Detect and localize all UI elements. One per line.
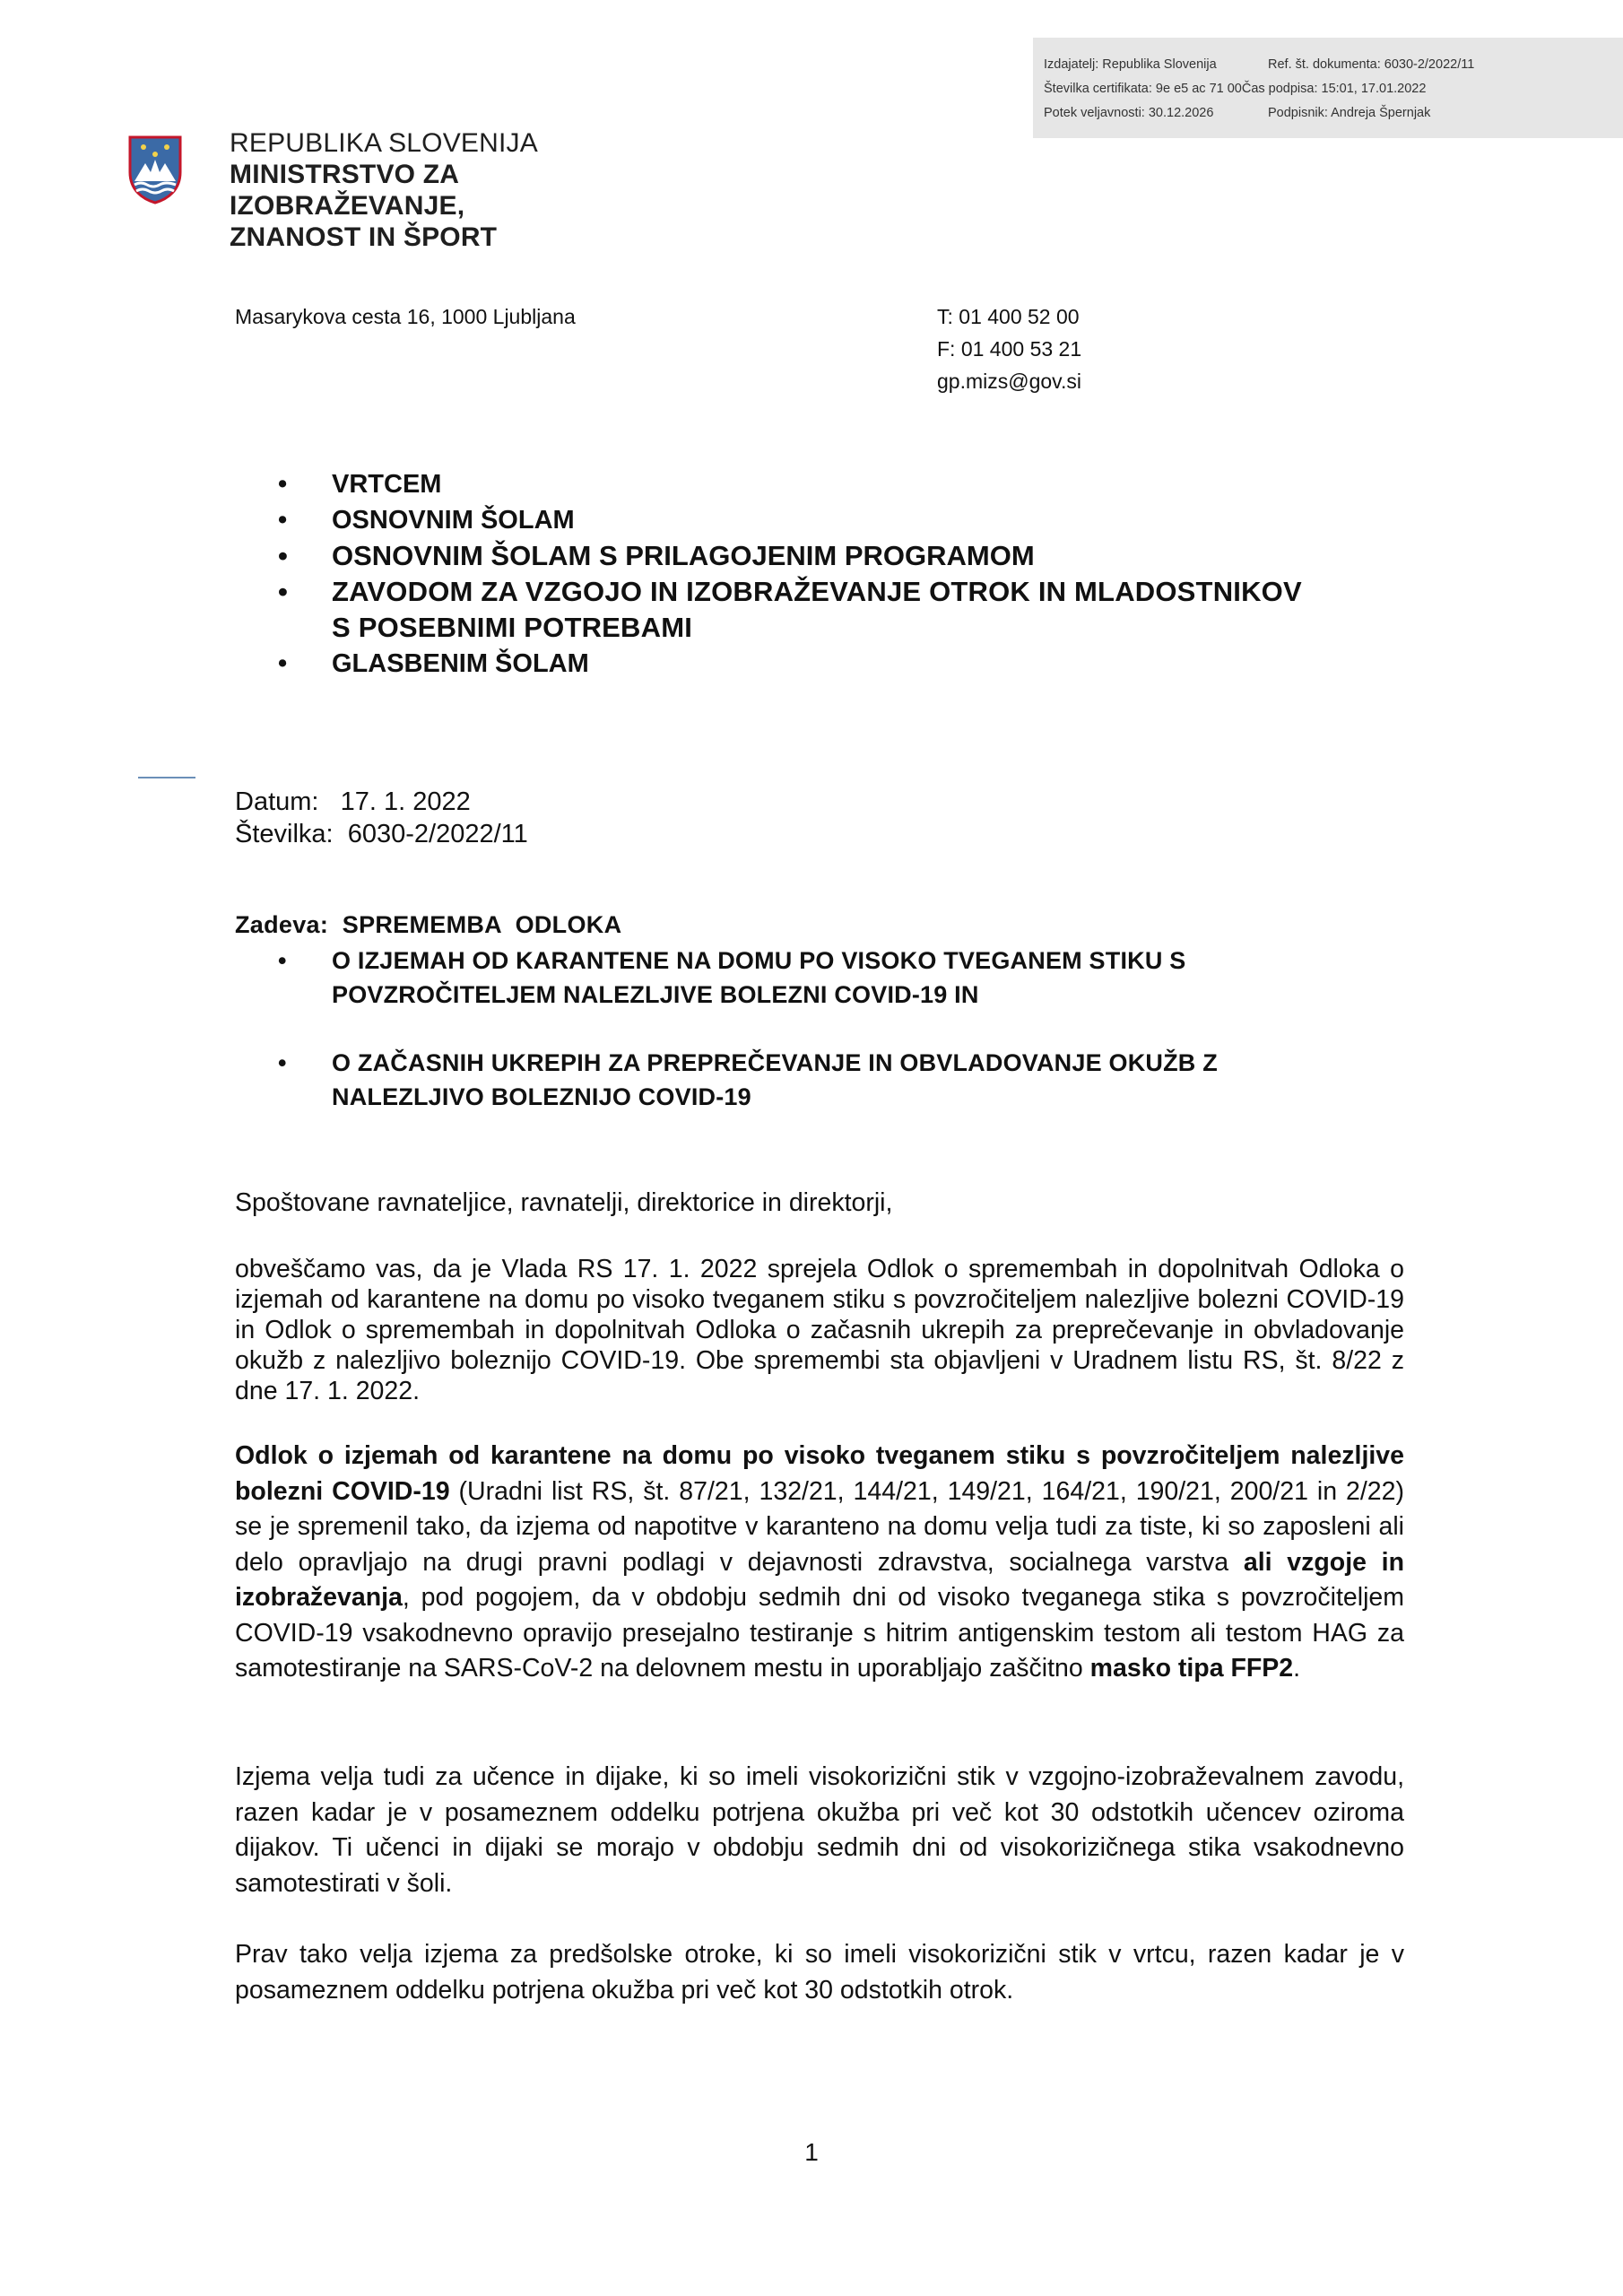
signature-reference: Ref. št. dokumenta: 6030-2/2022/11 xyxy=(1268,57,1475,72)
subject-item xyxy=(278,944,1444,1012)
logo-ministry-cont: ZNANOST IN ŠPORT xyxy=(230,222,498,252)
paragraph-text: (Uradni list RS, št. 87/21, 132/21, 144/21, 149/21, 164/21, 190/21, 200/21 in 2/22) se je spremenil tako, da izjema od napotitve v karanteno na domu velja tudi za tiste, ki so zaposleni ali delo opravljajo na drugi pravni podlagi v dejavnosti zdravstva, socialnega varstva xyxy=(235,1476,1404,1577)
page-number: 1 xyxy=(804,2138,819,2166)
subject-label: Zadeva: xyxy=(235,911,329,938)
signature-time: Čas podpisa: 15:01, 17.01.2022 xyxy=(1241,82,1427,96)
signature-row-1 xyxy=(1044,57,1475,72)
logo-text xyxy=(230,127,656,253)
paragraph-preschool: Prav tako velja izjema za predšolske otroke, ki so imeli visokorizični stik v vrtcu, razen kadar je v posameznem oddelku potrjena okužba pri več kot 30 odstotkih otrok. xyxy=(235,1940,1404,2005)
subject-item-line: • O ZAČASNIH UKREPIH ZA PREPREČEVANJE IN OBVLADOVANJE OKUŽB Z xyxy=(332,1049,1218,1076)
signature-signer: Podpisnik: Andreja Špernjak xyxy=(1268,106,1431,120)
subject-item-line: NALEZLJIVO BOLEZNIJO COVID-19 xyxy=(332,1083,751,1110)
recipient-item xyxy=(278,502,1444,538)
paragraph-text: , pod pogojem, da v obdobju sedmih dni od visoko tveganega stika s povzročiteljem COVID-19 vsakodnevno opravijo presejalno testiranje s hitrim antigenskim testom ali testom HAG za samotestiranje na SARS-CoV-2 na delovnem mestu in uporabljajo zaščitno xyxy=(235,1583,1404,1683)
date-value: 17. 1. 2022 xyxy=(340,787,471,816)
number-line xyxy=(235,818,528,850)
paragraph-pupils: Izjema velja tudi za učence in dijake, ki so imeli visokorizični stik v vzgojno-izobraževalnem zavodu, razen kadar je v posameznem oddelku potrjena okužba pri več kot 30 odstotkih učencev oziroma dijakov. Ti učenci in dijaki se morajo v obdobju sedmih dni od visokorizičnega stika vsakodnevno samotestirati v šoli. xyxy=(235,1762,1404,1898)
signature-certificate: Številka certifikata: 9e e5 ac 71 00 xyxy=(1044,82,1242,96)
subject-item xyxy=(278,1046,1444,1114)
recipient-label: GLASBENIM ŠOLAM xyxy=(332,649,589,678)
signature-validity: Potek veljavnosti: 30.12.2026 xyxy=(1044,106,1214,120)
subject-heading xyxy=(235,911,621,939)
address-email: gp.mizs@gov.si xyxy=(937,370,1081,393)
subject-title: SPREMEMBA ODLOKA xyxy=(342,911,622,938)
emphasis-education: ali vzgoje in izobraževanja xyxy=(235,1547,1404,1612)
subject-item-line: POVZROČITELJEM NALEZLJIVE BOLEZNI COVID-19 IN xyxy=(332,981,979,1008)
paragraph-quarantine-exemption xyxy=(235,1439,1404,1687)
recipient-list xyxy=(278,466,1444,682)
emphasis-mask: masko tipa FFP2 xyxy=(1089,1654,1294,1683)
fold-mark-divider xyxy=(138,777,195,778)
recipient-label: OSNOVNIM ŠOLAM S PRILAGOJENIM PROGRAMOM xyxy=(332,540,1035,571)
recipient-item xyxy=(278,466,1444,502)
address-street: Masarykova cesta 16, 1000 Ljubljana xyxy=(235,305,576,328)
decree-title: Odlok o izjemah od karantene na domu po visoko tveganem stiku s povzročiteljem nalezljive bolezni COVID-19 xyxy=(235,1441,1404,1506)
ministry-logo xyxy=(127,127,656,252)
address-phone: T: 01 400 52 00 xyxy=(937,305,1080,328)
subject-list xyxy=(278,944,1444,1114)
logo-ministry: MINISTRSTVO ZA IZOBRAŽEVANJE, xyxy=(230,160,465,221)
signature-issuer: Izdajatelj: Republika Slovenija xyxy=(1044,57,1217,72)
signature-row-2 xyxy=(1044,82,1426,96)
number-value: 6030-2/2022/11 xyxy=(347,820,528,848)
subject-item-line: • O IZJEMAH OD KARANTENE NA DOMU PO VISOKO TVEGANEM STIKU S xyxy=(332,947,1186,974)
paragraph-announcement: obveščamo vas, da je Vlada RS 17. 1. 2022 sprejela Odlok o spremembah in dopolnitvah Odloka o izjemah od karantene na domu po visoko tveganem stiku s povzročiteljem nalezljive bolezni COVID-19 in Odlok o spremembah in dopolnitvah Odloka o začasnih ukrepih za preprečevanje in obvladovanje okužb z nalezljivo boleznijo COVID-19. Obe spremembi sta objavljeni v Uradnem listu RS, št. 8/22 z dne 17. 1. 2022. xyxy=(235,1255,1404,1405)
signature-row-3 xyxy=(1044,106,1431,120)
recipient-label: • ZAVODOM ZA VZGOJO IN IZOBRAŽEVANJE OTROK IN MLADOSTNIKOV xyxy=(332,576,1302,607)
digital-signature-box xyxy=(1033,38,1623,138)
recipient-label: VRTCEM xyxy=(332,470,442,499)
number-label: Številka: xyxy=(235,820,334,848)
date-line xyxy=(235,786,471,818)
date-label: Datum: xyxy=(235,787,319,816)
recipient-item xyxy=(278,574,1444,646)
greeting: Spoštovane ravnateljice, ravnatelji, direktorice in direktorji, xyxy=(235,1188,893,1217)
slovenian-coat-of-arms-icon xyxy=(127,135,183,204)
recipient-item xyxy=(278,646,1444,682)
paragraph-text: . xyxy=(1293,1654,1301,1683)
recipient-label-cont: S POSEBNIMI POTREBAMI xyxy=(332,612,693,643)
address-fax: F: 01 400 53 21 xyxy=(937,337,1082,361)
recipient-item xyxy=(278,538,1444,574)
recipient-label: OSNOVNIM ŠOLAM xyxy=(332,506,575,535)
logo-republic: REPUBLIKA SLOVENIJA xyxy=(230,128,538,158)
